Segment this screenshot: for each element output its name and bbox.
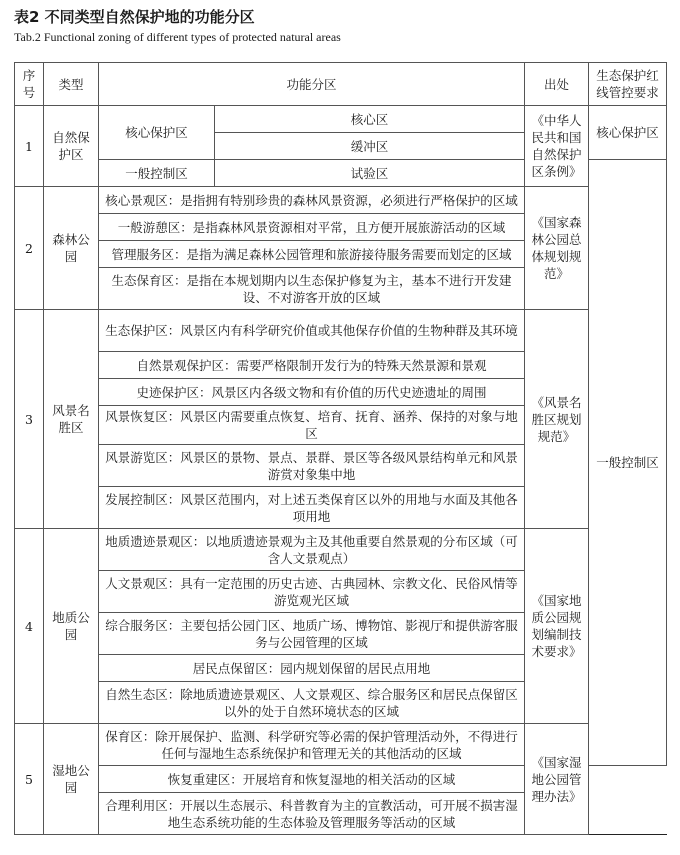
- zone-desc: 保育区：除开展保护、监测、科学研究等必需的保护管理活动外，不得进行任何与湿地生态系统保护和管理无关的其他活动的区域: [99, 724, 525, 766]
- header-no: 序号: [15, 63, 44, 106]
- zone-desc: 风景游览区：风景区的景物、景点、景群、景区等各级风景结构单元和风景游赏对象集中地: [99, 445, 525, 487]
- zone-desc: 核心景观区：是指拥有特别珍贵的森林风景资源，必须进行严格保护的区域: [99, 187, 525, 214]
- zone-desc: 一般游憩区：是指森林风景资源相对平常，且方便开展旅游活动的区域: [99, 214, 525, 241]
- row-type: 风景名胜区: [44, 310, 99, 529]
- table-row: [15, 529, 667, 571]
- row-no: 2: [15, 187, 44, 310]
- table-row: [15, 187, 667, 214]
- table-title: 表2 不同类型自然保护地的功能分区: [14, 8, 255, 26]
- zone-desc: 居民点保留区：园内规划保留的居民点用地: [99, 655, 525, 682]
- subzone-cell: 试验区: [215, 160, 525, 187]
- redline-cell: 核心保护区: [589, 106, 667, 160]
- row-no: 4: [15, 529, 44, 724]
- zone-desc: 合理利用区：开展以生态展示、科普教育为主的宣教活动，可开展不损害湿地生态系统功能的生态体验及管理服务等活动的区域: [99, 793, 525, 835]
- zone-desc: 地质遗迹景观区：以地质遗迹景观为主及其他重要自然景观的分布区域（可含人文景观点）: [99, 529, 525, 571]
- header-redline: 生态保护红线管控要求: [589, 63, 667, 106]
- table-row: [15, 310, 667, 352]
- row-type: 湿地公园: [44, 724, 99, 835]
- row-source: 《国家地质公园规划编制技术要求》: [525, 529, 589, 724]
- zone-desc: 生态保护区：风景区内有科学研究价值或其他保存价值的生物种群及其环境: [99, 310, 525, 352]
- zone-desc: 综合服务区：主要包括公园门区、地质广场、博物馆、影视厅和提供游客服务与公园管理的区域: [99, 613, 525, 655]
- table-title-en: Tab.2 Functional zoning of different types of protected natural areas: [14, 30, 341, 44]
- zone-desc: 自然景观保护区：需要严格限制开发行为的特殊天然景源和景观: [99, 352, 525, 379]
- row-source: 《风景名胜区规划规范》: [525, 310, 589, 529]
- zone-desc: 恢复重建区：开展培育和恢复湿地的相关活动的区域: [99, 766, 525, 793]
- zone-desc: 管理服务区：是指为满足森林公园管理和旅游接待服务需要而划定的区域: [99, 241, 525, 268]
- row-source: 《国家森林公园总体规划规范》: [525, 187, 589, 310]
- row-type: 森林公园: [44, 187, 99, 310]
- header-source: 出处: [525, 63, 589, 106]
- row-no: 1: [15, 106, 44, 187]
- row-source: 《中华人民共和国自然保护区条例》: [525, 106, 589, 187]
- header-zones: 功能分区: [99, 63, 525, 106]
- subzone-cell: 缓冲区: [215, 133, 525, 160]
- zone-desc: 自然生态区：除地质遗迹景观区、人文景观区、综合服务区和居民点保留区以外的处于自然环境状态的区域: [99, 682, 525, 724]
- zone-cell: 一般控制区: [99, 160, 215, 187]
- row-no: 3: [15, 310, 44, 529]
- zone-desc: 风景恢复区：风景区内需要重点恢复、培育、抚育、涵养、保持的对象与地区: [99, 406, 525, 445]
- zone-desc: 史迹保护区：风景区内各级文物和有价值的历代史迹遗址的周围: [99, 379, 525, 406]
- table-row: [15, 724, 667, 766]
- subzone-cell: 核心区: [215, 106, 525, 133]
- redline-general-cell: 一般控制区: [589, 160, 667, 766]
- row-source: 《国家湿地公园管理办法》: [525, 724, 589, 835]
- header-type: 类型: [44, 63, 99, 106]
- row-type: 自然保护区: [44, 106, 99, 187]
- zone-desc: 生态保育区：是指在本规划期内以生态保护修复为主，基本不进行开发建设、不对游客开放的区域: [99, 268, 525, 310]
- zone-cell: 核心保护区: [99, 106, 215, 160]
- row-no: 5: [15, 724, 44, 835]
- row-type: 地质公园: [44, 529, 99, 724]
- table-row: [15, 106, 667, 133]
- header-row: [15, 63, 667, 106]
- zone-desc: 发展控制区：风景区范围内，对上述五类保育区以外的用地与水面及其他各项用地: [99, 487, 525, 529]
- zoning-table: [14, 62, 667, 835]
- zone-desc: 人文景观区：具有一定范围的历史古迹、古典园林、宗教文化、民俗风情等游览观光区域: [99, 571, 525, 613]
